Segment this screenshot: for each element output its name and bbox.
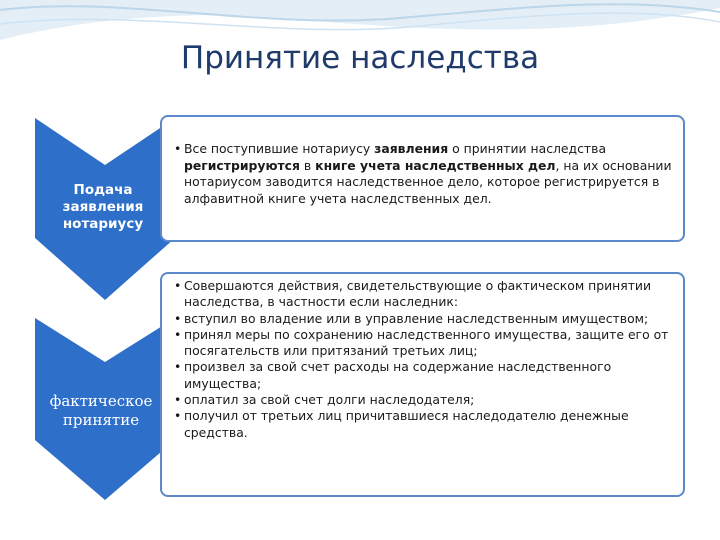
bullet-icon: • bbox=[174, 392, 182, 408]
bullet-item bbox=[174, 278, 675, 311]
bullet-item bbox=[174, 359, 675, 392]
bullet-text: Совершаются действия, свидетельствующие о фактическом принятии наследства, в частности если наследник: bbox=[184, 278, 652, 310]
bullet-text: вступил во владение или в управление наследственным имуществом; bbox=[184, 310, 649, 326]
bullet-text: Все поступившие нотариусу заявления о принятии наследства регистрируются в книге учета наследственных дел, на их основании нотариусом заводится наследственное дело, которое регистрируется в алфавитной книге учета наследственных дел. bbox=[184, 141, 672, 206]
bullet-item bbox=[174, 392, 675, 408]
bullet-text: принял меры по сохранению наследственного имущества, защите его от посягательств или притязаний третьих лиц; bbox=[184, 326, 669, 359]
step-1-description-box bbox=[160, 115, 685, 242]
bullet-text: получил от третьих лиц причитавшиеся наследодателю денежные средства. bbox=[184, 408, 629, 440]
bullet-item bbox=[174, 408, 675, 441]
bullet-text: оплатил за свой счет долги наследодателя; bbox=[184, 392, 475, 408]
bullet-icon: • bbox=[174, 310, 182, 326]
step-2-description-box bbox=[160, 272, 685, 497]
bullet-item bbox=[174, 141, 673, 207]
bullet-icon: • bbox=[174, 278, 182, 293]
bullet-text: произвел за свой счет расходы на содержание наследственного имущества; bbox=[184, 359, 612, 391]
bullet-icon: • bbox=[174, 408, 182, 424]
bullet-item bbox=[174, 327, 675, 360]
page-title: Принятие наследства bbox=[180, 40, 540, 76]
bullet-icon: • bbox=[174, 359, 182, 375]
bullet-icon: • bbox=[174, 141, 182, 156]
bullet-item bbox=[174, 311, 675, 327]
step-1-label: Подача заявления нотариусу bbox=[62, 182, 144, 232]
bullet-icon: • bbox=[174, 326, 182, 342]
step-2-label: фактическое принятие bbox=[49, 392, 153, 429]
